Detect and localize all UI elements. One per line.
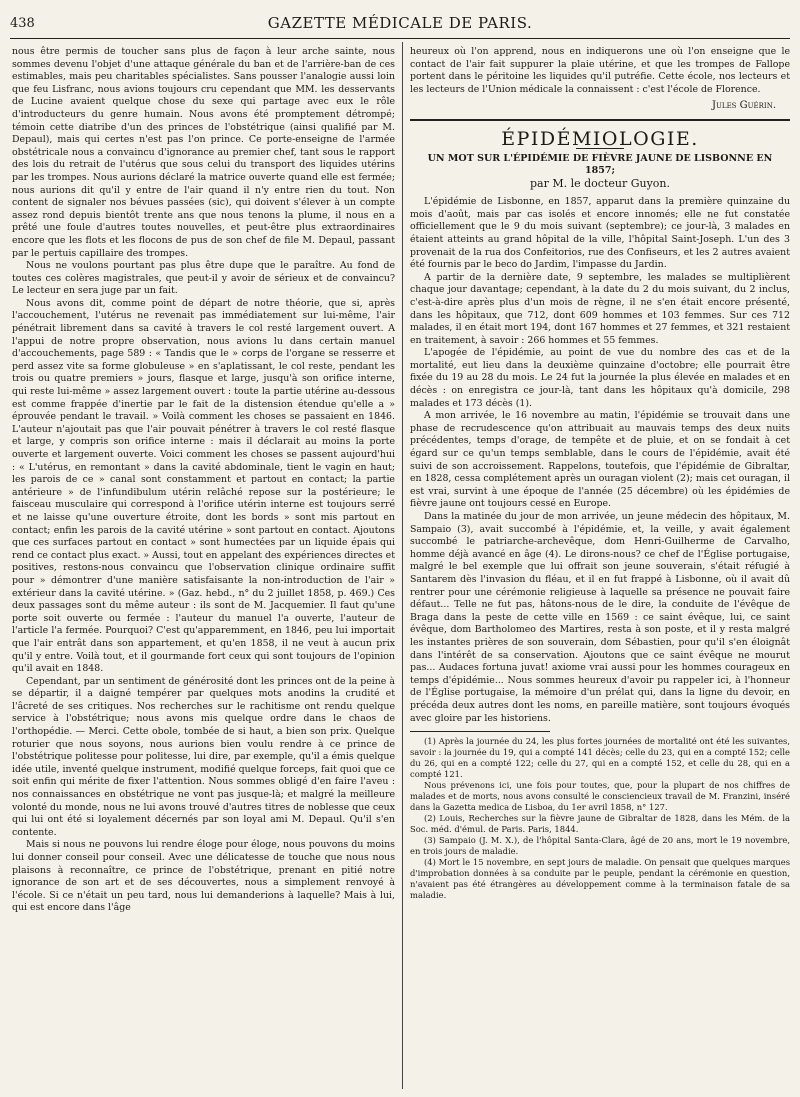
paragraph: Dans la matinée du jour de mon arrivée, un jeune médecin des hôpitaux, M. Sampaio (3), avait succombé à l'épidémie, et, la veille, y avait également succombé le patriarche-archevêque, dom Henri-Guilherme de Carvalho, homme déjà avancé en âge (4). Le dirons-nous? ce chef de l'Église portugaise, malgré le bel exemple que lui offrait son jeune souverain, s'était réfugié à Santarem dès l'invasion du fléau, et il en fut frappé à Lisbonne, où il avait dû rentrer pour une cérémonie religieuse à laquelle sa présence ne pouvait faire défaut... Telle ne fut pas, hâtons-nous de le dire, la conduite de l'évêque de Braga dans la peste de cette ville en 1569 : ce saint évêque, lui, ce saint évêque, dom Bartholomeo des Martires, resta à son poste, et il y resta malgré les instantes prières de son souverain, dom Sébastien, pour qu'il s'en éloignât dans l'intérêt de sa conservation. Ajoutons que ce saint évêque ne mourut pas... Audaces fortuna juvat! axiome vrai aussi pour les hommes courageux en temps d'épidémie... Nous sommes heureux d'avoir pu rappeler ici, à l'honneur de l'Église portugaise, la mémoire d'un prélat qui, dans la ligne du devoir, en précéda deux autres dont les noms, en pareille matière, sont toujours évoqués avec gloire par les historiens. — [410, 511, 790, 724]
left-column — [12, 46, 395, 1091]
column-divider — [402, 42, 403, 1089]
paragraph: Mais si nous ne pouvons lui rendre éloge pour éloge, nous pouvons du moins lui donner conseil pour conseil. Avec une délicatesse de touche que nous nous plaisons à reconnaître, ce prince de l'obstétrique, prenant en pitié notre ignorance de son art et de ses découvertes, nous a simplement renvoyé à l'école. Si ce n'était un peu tard, nous lui demanderions à laquelle? Mais à lui, qui est encore dans l'âge — [12, 839, 395, 914]
continuation-paragraph: heureux où l'on apprend, nous en indiquerons une où l'on enseigne que le contact de l'air fait suppurer la plaie utérine, et que les trompes de Fallope portent dans le péritoine les liquides qu'il putréfie. Cette école, nos lecteurs et les lecteurs de l'Union médicale la connaissent : c'est l'école de Florence. — [410, 46, 790, 95]
paragraph: A mon arrivée, le 16 novembre au matin, l'épidémie se trouvait dans une phase de recrudescence qu'on attribuait au mauvais temps des deux nuits précédentes, temps d'orage, de tempête et de pluie, et on se fondait à cet égard sur ce qu'un temps semblable, dans le cours de l'épidémie, avait été suivi de son accroissement. Rappelons, toutefois, que l'épidémie de Gibraltar, en 1828, cessa complétement après un ouragan violent (2); mais cet ouragan, il est vrai, survint à une époque de l'année (25 décembre) où les épidémies de fièvre jaune ont toujours cessé en Europe. — [410, 410, 790, 510]
section-rule — [410, 119, 790, 123]
footnote: Nous prévenons ici, une fois pour toutes, que, pour la plupart de nos chiffres de malades et de morts, nous avons consulté le consciencieux travail de M. Franzini, inséré dans la Gazetta medica de Lisboa, du 1er avril 1858, n° 127. — [410, 780, 790, 813]
footnote: (1) Après la journée du 24, les plus fortes journées de mortalité ont été les suivantes, savoir : la journée du 19, qui a compté 141 décès; celle du 23, qui en a compté 152; celle du 26, qui en a compté 122; celle du 27, qui en a compté 152, et celle du 28, qui en a compté 121. — [410, 736, 790, 780]
page-number: 438 — [10, 15, 35, 31]
page-header — [10, 10, 790, 36]
header-rule — [10, 38, 790, 39]
right-column — [410, 46, 790, 1091]
paragraph: L'épidémie de Lisbonne, en 1857, apparut dans la première quinzaine du mois d'août, mais par cas isolés et encore innomés; elle ne fut constatée officiellement que le 9 du mois suivant (septembre); ce jour-là, 3 malades en étaient atteints au grand hôpital de la ville, l'hôpital Saint-Joseph. L'un des 3 provenait de la rua dos Confeitorios, rue des Confiseurs, et les 2 autres avaient été fournis par le beco do Jardim, l'impasse du Jardin. — [410, 196, 790, 271]
footnote: (2) Louis, Recherches sur la fièvre jaune de Gibraltar de 1828, dans les Mém. de la Soc. méd. d'émul. de Paris. Paris, 1844. — [410, 813, 790, 835]
paragraph: A partir de la dernière date, 9 septembre, les malades se multiplièrent chaque jour davantage; cependant, à la date du 2 du mois suivant, du 2 inclus, c'est-à-dire après plus d'un mois de règne, il ne s'en était encore présenté, dans les hôpitaux, que 712, dont 609 hommes et 103 femmes. Sur ces 712 malades, il en était mort 194, dont 167 hommes et 27 femmes, et 321 restaient en traitement, à savoir : 266 hommes et 55 femmes. — [410, 271, 790, 346]
footnote-rule — [410, 731, 550, 732]
paragraph: nous être permis de toucher sans plus de façon à leur arche sainte, nous sommes devenu l'objet d'une attaque générale du ban et de l'arrière-ban de ces estimables, mais peu charitables spécialistes. Sans pousser l'analogie aussi loin que feu Lisfranc, nous avions toujours cru cependant que MM. les desservants de Lucine avaient quelque chose du sexe qui partage avec eux le rôle d'introducteurs du genre humain. Nous avons été promptement détrompé; témoin cette diatribe d'un des princes de l'obstétrique (ainsi qualifié par M. Depaul), mais qui certes n'est pas l'on prince. Ce porte-enseigne de l'armée obstétricale nous a convaincu d'ignorance au premier chef, tant sous le rapport des lois du retrait de l'utérus que sous celui du transport des liquides utérins par les trompes. Nous aurions déclaré la matrice ouverte quand elle est fermée; nous aurions dit qu'il y entre de l'air quand il n'y entre rien du tout. Non content de signaler nos bévues passées (sic), qui doivent s'élever à un compte assez rond depuis bientôt trente ans que nous tenons la plume, il nous en a prêté une foule d'autres toutes nouvelles, et peut-être plus extraordinaires encore que les flots et les flocons de pus de son chef de file M. Depaul, passant par le pertuis capillaire des trompes. — [12, 46, 395, 259]
footnote: (4) Mort le 15 novembre, en sept jours de maladie. On pensait que quelques marques d'improbation données à sa conduite par le peuple, pendant la cérémonie en question, n'avaient pas été étrangères au développement comme à la terminaison fatale de sa maladie. — [410, 857, 790, 901]
paragraph: L'apogée de l'épidémie, au point de vue du nombre des cas et de la mortalité, eut lieu dans la deuxième quinzaine d'octobre; elle pourrait être fixée du 19 au 28 du mois. Le 24 fut la journée la plus élevée en malades et en décès : on enregistra ce jour-là, tant dans les hôpitaux qu'à domicile, 298 malades et 173 décès (1). — [410, 347, 790, 409]
paragraph: Nous ne voulons pourtant pas plus être dupe que le paraître. Au fond de toutes ces colères magistrales, que peut-il y avoir de sérieux et de convaincu? Le lecteur en sera juge par un fait. — [12, 260, 395, 297]
paragraph: Nous avons dit, comme point de départ de notre théorie, que si, après l'accouchement, l'utérus ne revenait pas immédiatement sur lui-même, l'air pénétrait librement dans sa cavité à travers le col resté largement ouvert. A l'appui de notre propre observation, nous avions lu dans certain manuel d'accouchements, page 589 : « Tandis que le » corps de l'organe se resserre et perd assez vite sa forme globuleuse » en s'aplatissant, le col reste, pendant les trois ou quatre premiers » jours, flasque et large, jusqu'à son orifice interne, qui reste lui-même » assez largement ouvert : toute la partie utérine au-dessous est comme frappée d'inertie par le fait de la distension étendue qu'elle a » éprouvée pendant le travail. » Voilà comment les choses se passaient en 1846. L'auteur n'ajoutait pas que l'air pouvait pénétrer à travers le col resté flasque et large, y compris son orifice interne : mais il déclarait au moins la porte ouverte et largement ouverte. Voici comment les choses se passent aujourd'hui : « L'utérus, en remontant » dans la cavité abdominale, tient le vagin en haut; les parois de ce » canal sont constamment et partout en contact; la partie antérieure » de l'infundibulum utérin relâché repose sur la postérieure; le faisceau musculaire qui correspond à l'orifice utérin interne est toujours serré et ne laisse qu'une ouverture étroite, dont les bords » sont mis partout en contact; enfin les parois de la cavité utérine » sont partout en contact. Ajoutons que ces surfaces partout en contact » sont humectées par un liquide épais qui rend ce contact plus exact. » Aussi, tout en appelant des expériences directes et positives, restons-nous convaincu que l'observation clinique ordinaire suffit pour » démontrer d'une manière satisfaisante la non-introduction de l'air » extérieur dans la cavité utérine. » (Gaz. hebd., n° du 2 juillet 1858, p. 469.) Ces deux passages sont du même auteur : ils sont de M. Jacquemier. Il faut qu'une porte soit ouverte ou fermée : l'auteur du manuel l'a ouverte, l'auteur de l'article l'a fermée. Pourquoi? C'est qu'apparemment, en 1846, peu lui importait que l'air entrât dans son appartement, et qu'en 1858, il ne veut à aucun prix qu'il y entre. Voilà tout, et il gourmande fort ceux qui sont toujours de l'opinion qu'il avait en 1848. — [12, 297, 395, 675]
footnote: (3) Sampaio (J. M. X.), de l'hôpital Santa-Clara, âgé de 20 ans, mort le 19 novembre, en trois jours de maladie. — [410, 835, 790, 857]
section-title: ÉPIDÉMIOLOGIE. — [501, 127, 699, 150]
journal-title: GAZETTE MÉDICALE DE PARIS. — [267, 14, 533, 32]
article-byline: par M. le docteur Guyon. — [529, 176, 671, 190]
signature: Jules Guérin. — [712, 100, 776, 112]
article-title: UN MOT SUR L'ÉPIDÉMIE DE FIÈVRE JAUNE DE LISBONNE EN 1857; — [427, 152, 773, 176]
paragraph: Cependant, par un sentiment de générosité dont les princes ont de la peine à se départir, il a daigné tempérer par quelques mots anodins la crudité et l'âcreté de ses critiques. Nos recherches sur le rachitisme ont rendu quelque service à l'obstétrique; nous avons mis quelque ordre dans le chaos de l'orthopédie. — Merci. Cette obole, tombée de si haut, a bien son prix. Quelque roturier que nous soyons, nous aurions bien voulu rendre à ce prince de l'obstétrique politesse pour politesse, lui dire, par exemple, qu'il a émis quelque idée utile, inventé quelque instrument, modifié quelque forceps, fait quoi que ce soit enfin qui mérite de fixer l'attention. Nous sommes obligé d'en faire l'aveu : nos connaissances en obstétrique ne vont pas jusque-là; et malgré la meilleure volonté du monde, nous ne lui avons trouvé d'autres titres de noblesse que ceux qui lui ont été si loyalement décernés par son loyal ami M. Depaul. Qu'il s'en contente. — [12, 675, 395, 838]
